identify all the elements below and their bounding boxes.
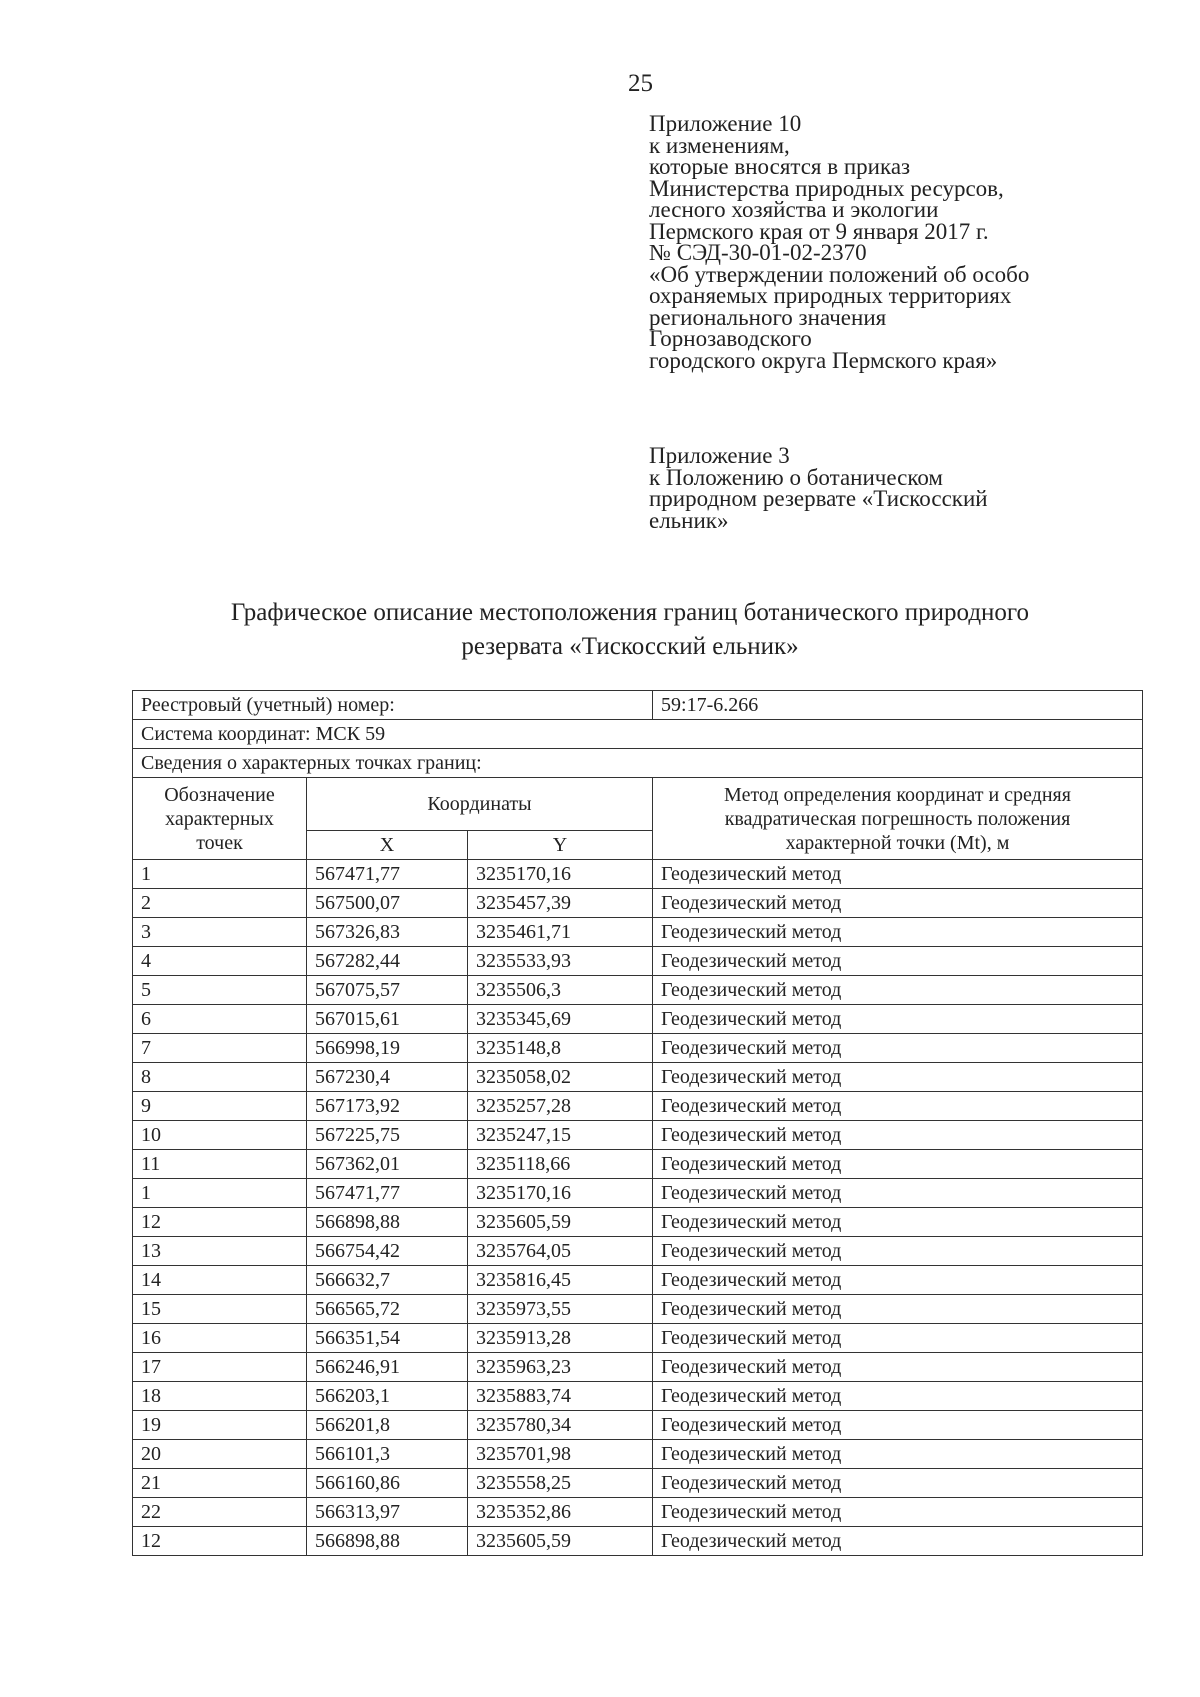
coord-x: 566632,7	[307, 1266, 468, 1295]
table-row	[133, 1295, 1143, 1324]
point-id: 20	[133, 1440, 307, 1469]
points-info: Сведения о характерных точках границ:	[133, 749, 1143, 778]
header-line: «Об утверждении положений об особо	[649, 261, 1030, 287]
coord-x: 567075,57	[307, 976, 468, 1005]
coord-x: 567471,77	[307, 1179, 468, 1208]
coord-x: 567225,75	[307, 1121, 468, 1150]
point-id: 15	[133, 1295, 307, 1324]
coord-y: 3235533,93	[468, 947, 653, 976]
title-line: Графическое описание местоположения границ ботанического природного	[230, 599, 1030, 626]
coord-y: 3235148,8	[468, 1034, 653, 1063]
point-id: 10	[133, 1121, 307, 1150]
table-row	[133, 860, 1143, 889]
table-row	[133, 918, 1143, 947]
method: Геодезический метод	[653, 1092, 1143, 1121]
page-number: 25	[628, 70, 653, 97]
point-id: 12	[133, 1208, 307, 1237]
coord-x: 567015,61	[307, 1005, 468, 1034]
method: Геодезический метод	[653, 1324, 1143, 1353]
table-row	[133, 1005, 1143, 1034]
coord-y: 3235118,66	[468, 1150, 653, 1179]
coord-x: 567326,83	[307, 918, 468, 947]
coord-y: 3235764,05	[468, 1237, 653, 1266]
table-row	[133, 1411, 1143, 1440]
table-row	[133, 1121, 1143, 1150]
method: Геодезический метод	[653, 918, 1143, 947]
table-row	[133, 947, 1143, 976]
table-row	[133, 1527, 1143, 1556]
coord-y: 3235058,02	[468, 1063, 653, 1092]
coord-x: 567471,77	[307, 860, 468, 889]
header-line: характерных	[165, 807, 274, 830]
table-row	[133, 1208, 1143, 1237]
coord-x: 566754,42	[307, 1237, 468, 1266]
point-id: 16	[133, 1324, 307, 1353]
table-row	[133, 1034, 1143, 1063]
coord-y: 3235457,39	[468, 889, 653, 918]
point-id: 1	[133, 1179, 307, 1208]
table-row	[133, 1063, 1143, 1092]
coord-y: 3235345,69	[468, 1005, 653, 1034]
table-row	[133, 1150, 1143, 1179]
boundary-points-table	[132, 690, 1143, 1556]
method: Геодезический метод	[653, 1005, 1143, 1034]
table-row	[133, 976, 1143, 1005]
coord-y: 3235913,28	[468, 1324, 653, 1353]
method: Геодезический метод	[653, 1527, 1143, 1556]
coord-y: 3235816,45	[468, 1266, 653, 1295]
point-id: 5	[133, 976, 307, 1005]
method: Геодезический метод	[653, 860, 1143, 889]
coord-y: 3235605,59	[468, 1527, 653, 1556]
method: Геодезический метод	[653, 976, 1143, 1005]
point-id: 1	[133, 860, 307, 889]
point-id: 9	[133, 1092, 307, 1121]
header-line: характерной точки (Mt), м	[785, 831, 1010, 854]
method: Геодезический метод	[653, 1034, 1143, 1063]
header-line: регионального значения	[649, 304, 887, 330]
point-id: 14	[133, 1266, 307, 1295]
header-line: № СЭД-30-01-02-2370	[649, 240, 867, 265]
header-line: природном резервате «Тискосский	[649, 486, 988, 511]
header-line: городского округа Пермского края»	[649, 347, 998, 373]
header-line: Обозначение	[164, 783, 275, 806]
header-line: к Положению о ботаническом	[649, 464, 943, 490]
header-line: ельник»	[649, 507, 729, 533]
table-row	[133, 1382, 1143, 1411]
header-line: квадратическая погрешность положения	[724, 807, 1071, 830]
method: Геодезический метод	[653, 1179, 1143, 1208]
coord-x: 566201,8	[307, 1411, 468, 1440]
method: Геодезический метод	[653, 889, 1143, 918]
point-id: 7	[133, 1034, 307, 1063]
coord-x: 566101,3	[307, 1440, 468, 1469]
table-row	[133, 1266, 1143, 1295]
coord-y: 3235506,3	[468, 976, 653, 1005]
coord-y: 3235963,23	[468, 1353, 653, 1382]
table-row	[133, 1353, 1143, 1382]
table-row	[133, 1092, 1143, 1121]
point-id: 4	[133, 947, 307, 976]
appendix-10-header	[649, 113, 1029, 371]
coord-x: 567173,92	[307, 1092, 468, 1121]
point-id: 12	[133, 1527, 307, 1556]
coord-y: 3235883,74	[468, 1382, 653, 1411]
method: Геодезический метод	[653, 1237, 1143, 1266]
coord-y: 3235605,59	[468, 1208, 653, 1237]
table-row	[133, 1440, 1143, 1469]
point-id: 2	[133, 889, 307, 918]
col-header-coords: Координаты	[307, 778, 653, 831]
coord-y: 3235973,55	[468, 1295, 653, 1324]
coord-x: 567362,01	[307, 1150, 468, 1179]
coord-x: 566160,86	[307, 1469, 468, 1498]
coord-x: 566313,97	[307, 1498, 468, 1527]
point-id: 3	[133, 918, 307, 947]
coord-y: 3235257,28	[468, 1092, 653, 1121]
header-line: которые вносятся в приказ	[649, 154, 911, 179]
method: Геодезический метод	[653, 1382, 1143, 1411]
coord-x: 566565,72	[307, 1295, 468, 1324]
method: Геодезический метод	[653, 1353, 1143, 1382]
coord-x: 566203,1	[307, 1382, 468, 1411]
coord-x: 567230,4	[307, 1063, 468, 1092]
method: Геодезический метод	[653, 1295, 1143, 1324]
header-line: Приложение 3	[649, 443, 790, 468]
coord-y: 3235780,34	[468, 1411, 653, 1440]
header-line: лесного хозяйства и экологии	[649, 197, 939, 222]
coord-y: 3235170,16	[468, 860, 653, 889]
registry-row	[133, 691, 1143, 720]
point-id: 22	[133, 1498, 307, 1527]
coord-y: 3235461,71	[468, 918, 653, 947]
col-header-point	[133, 778, 307, 860]
point-id: 17	[133, 1353, 307, 1382]
point-id: 21	[133, 1469, 307, 1498]
coord-y: 3235247,15	[468, 1121, 653, 1150]
col-header-x: X	[307, 831, 468, 860]
point-id: 18	[133, 1382, 307, 1411]
table-row	[133, 1498, 1143, 1527]
coord-x: 567500,07	[307, 889, 468, 918]
header-line: Приложение 10	[649, 111, 802, 136]
registry-label: Реестровый (учетный) номер:	[133, 691, 653, 720]
table-row	[133, 1237, 1143, 1266]
coord-x: 566246,91	[307, 1353, 468, 1382]
method: Геодезический метод	[653, 1208, 1143, 1237]
header-line: к изменениям,	[649, 132, 790, 158]
header-line: охраняемых природных территориях	[649, 283, 1012, 308]
method: Геодезический метод	[653, 947, 1143, 976]
point-id: 19	[133, 1411, 307, 1440]
method: Геодезический метод	[653, 1063, 1143, 1092]
header-line: Метод определения координат и средняя	[724, 783, 1071, 806]
table-row	[133, 1469, 1143, 1498]
method: Геодезический метод	[653, 1469, 1143, 1498]
coord-y: 3235170,16	[468, 1179, 653, 1208]
point-id: 6	[133, 1005, 307, 1034]
coord-x: 566898,88	[307, 1208, 468, 1237]
point-id: 8	[133, 1063, 307, 1092]
coord-x: 567282,44	[307, 947, 468, 976]
header-line: Министерства природных ресурсов,	[649, 175, 1004, 201]
coord-x: 566351,54	[307, 1324, 468, 1353]
appendix-3-header	[649, 445, 988, 531]
title-line: резервата «Тискосский ельник»	[461, 633, 799, 660]
method: Геодезический метод	[653, 1121, 1143, 1150]
method: Геодезический метод	[653, 1440, 1143, 1469]
col-header-y: Y	[468, 831, 653, 860]
coord-x: 566998,19	[307, 1034, 468, 1063]
coord-y: 3235352,86	[468, 1498, 653, 1527]
registry-value: 59:17-6.266	[653, 691, 1143, 720]
header-line: Горнозаводского	[649, 326, 812, 351]
method: Геодезический метод	[653, 1411, 1143, 1440]
coord-system: Система координат: МСК 59	[133, 720, 1143, 749]
coord-x: 566898,88	[307, 1527, 468, 1556]
header-line: Пермского края от 9 января 2017 г.	[649, 218, 989, 244]
point-id: 13	[133, 1237, 307, 1266]
coord-y: 3235558,25	[468, 1469, 653, 1498]
coord-y: 3235701,98	[468, 1440, 653, 1469]
table-row	[133, 1179, 1143, 1208]
header-line: точек	[196, 831, 243, 854]
point-id: 11	[133, 1150, 307, 1179]
method: Геодезический метод	[653, 1266, 1143, 1295]
table-row	[133, 889, 1143, 918]
col-header-method	[653, 778, 1143, 860]
method: Геодезический метод	[653, 1150, 1143, 1179]
method: Геодезический метод	[653, 1498, 1143, 1527]
document-title	[100, 596, 1160, 664]
table-row	[133, 1324, 1143, 1353]
